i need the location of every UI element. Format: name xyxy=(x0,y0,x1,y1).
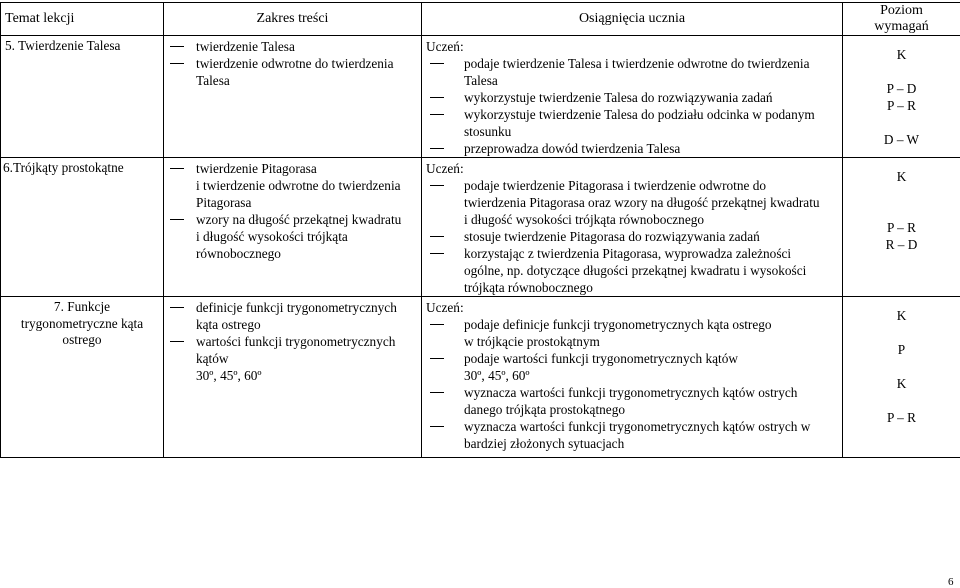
dash-bullet xyxy=(170,307,184,308)
ach-line: wyznacza wartości funkcji trygonometrycznych kątów ostrych w xyxy=(464,419,811,434)
dash-bullet xyxy=(170,46,184,47)
dash-bullet xyxy=(430,185,444,186)
level-value: P – D xyxy=(886,81,917,96)
topic-cell xyxy=(1,297,164,458)
ach-line: danego trójkąta prostokątnego xyxy=(464,402,625,417)
ach-line: twierdzenia Pitagorasa oraz wzory na długość przekątnej kwadratu xyxy=(464,195,820,210)
list-item xyxy=(426,418,838,452)
list-item xyxy=(170,55,415,89)
scope-line: twierdzenie Talesa xyxy=(196,39,295,54)
scope-line: 30º, 45º, 60º xyxy=(196,368,262,383)
ach-line: korzystając z twierdzenia Pitagorasa, wyprowadza zależności xyxy=(464,246,792,261)
level-gap xyxy=(843,358,960,375)
ach-line: podaje wartości funkcji trygonometrycznych kątów xyxy=(464,351,738,366)
level-value: P – R xyxy=(886,220,917,235)
list-item xyxy=(426,140,838,157)
level-value: K xyxy=(896,169,907,184)
achievements-intro: Uczeń: xyxy=(426,161,464,176)
level-cell xyxy=(843,158,960,297)
ach-line: bardziej złożonych sytuacjach xyxy=(464,436,625,451)
dash-bullet xyxy=(430,253,444,254)
ach-line: ogólne, np. dotyczące długości przekątnej kwadratu i wysokości xyxy=(464,263,807,278)
achievements-cell xyxy=(422,158,843,297)
list-item xyxy=(426,316,838,350)
ach-line: w trójkącie prostokątnym xyxy=(464,334,600,349)
dash-bullet xyxy=(170,168,184,169)
achievements-intro: Uczeń: xyxy=(426,39,464,54)
dash-bullet xyxy=(430,148,444,149)
scope-cell xyxy=(164,158,422,297)
scope-line: kątów xyxy=(196,351,229,366)
level-value: P – R xyxy=(886,98,917,113)
topic-line: 6.Trójkąty prostokątne xyxy=(3,160,124,175)
header-level xyxy=(843,3,960,36)
level-gap xyxy=(843,63,960,80)
level-value: K xyxy=(896,376,907,391)
scope-cell xyxy=(164,297,422,458)
level-gap xyxy=(843,392,960,409)
scope-line: Pitagorasa xyxy=(196,195,252,210)
ach-line: wykorzystuje twierdzenie Talesa do podziału odcinka w podanym xyxy=(464,107,815,122)
list-item xyxy=(426,350,838,384)
list-item xyxy=(170,160,415,211)
topic-line: ostrego xyxy=(62,332,102,347)
level-value: K xyxy=(896,47,907,62)
ach-line: stosuje twierdzenie Pitagorasa do rozwiązywania zadań xyxy=(464,229,760,244)
topic-line: trygonometryczne kąta xyxy=(20,315,144,331)
ach-line: wyznacza wartości funkcji trygonometrycznych kątów ostrych xyxy=(464,385,798,400)
topic-cell xyxy=(1,36,164,158)
dash-bullet xyxy=(170,341,184,342)
achievements-cell xyxy=(422,36,843,158)
table-row xyxy=(1,158,960,297)
list-item xyxy=(426,177,838,228)
achievements-intro: Uczeń: xyxy=(426,300,464,315)
dash-bullet xyxy=(430,392,444,393)
level-value: K xyxy=(896,308,907,323)
ach-line: 30º, 45º, 60º xyxy=(464,368,530,383)
level-cell xyxy=(843,297,960,458)
scope-line: twierdzenie Pitagorasa xyxy=(196,161,317,176)
page-number: 6 xyxy=(948,576,954,588)
list-item xyxy=(426,384,838,418)
dash-bullet xyxy=(430,236,444,237)
list-item xyxy=(170,299,415,333)
dash-bullet xyxy=(170,63,184,64)
level-value: D – W xyxy=(883,132,920,147)
dash-bullet xyxy=(430,324,444,325)
ach-line: wykorzystuje twierdzenie Talesa do rozwiązywania zadań xyxy=(464,90,773,105)
ach-line: podaje twierdzenie Talesa i twierdzenie odwrotne do twierdzenia xyxy=(464,56,810,71)
list-item xyxy=(170,38,415,55)
list-item xyxy=(426,228,838,245)
topic-line: 5. Twierdzenie Talesa xyxy=(5,38,121,53)
dash-bullet xyxy=(430,426,444,427)
level-gap xyxy=(843,185,960,202)
ach-line: podaje twierdzenie Pitagorasa i twierdzenie odwrotne do xyxy=(464,178,767,193)
list-item xyxy=(426,55,838,89)
header-scope: Zakres treści xyxy=(164,3,422,36)
header-row xyxy=(1,3,960,36)
scope-line: definicje funkcji trygonometrycznych xyxy=(196,300,397,315)
level-value: P – R xyxy=(886,410,917,425)
ach-line: trójkąta równobocznego xyxy=(464,280,593,295)
level-value: P xyxy=(897,342,906,357)
topic-cell xyxy=(1,158,164,297)
level-cell xyxy=(843,36,960,158)
dash-bullet xyxy=(430,63,444,64)
achievements-cell xyxy=(422,297,843,458)
header-topic: Temat lekcji xyxy=(1,3,164,36)
list-item xyxy=(170,333,415,384)
header-level-line2: wymagań xyxy=(874,19,929,34)
level-gap xyxy=(843,202,960,219)
list-item xyxy=(426,106,838,140)
level-gap xyxy=(843,324,960,341)
scope-line: wartości funkcji trygonometrycznych xyxy=(196,334,396,349)
scope-line: wzory na długość przekątnej kwadratu xyxy=(196,212,402,227)
topic-line: 7. Funkcje xyxy=(53,299,111,314)
ach-line: stosunku xyxy=(464,124,512,139)
scope-line: twierdzenie odwrotne do twierdzenia xyxy=(196,56,394,71)
scope-line: i twierdzenie odwrotne do twierdzenia xyxy=(196,178,401,193)
table-row xyxy=(1,36,960,158)
level-value: R – D xyxy=(885,237,918,252)
level-gap xyxy=(843,114,960,131)
dash-bullet xyxy=(170,219,184,220)
list-item xyxy=(426,245,838,296)
ach-line: przeprowadza dowód twierdzenia Talesa xyxy=(464,141,681,156)
dash-bullet xyxy=(430,114,444,115)
header-achievements: Osiągnięcia ucznia xyxy=(422,3,843,36)
list-item xyxy=(426,89,838,106)
scope-cell xyxy=(164,36,422,158)
curriculum-table xyxy=(0,2,960,458)
ach-line: Talesa xyxy=(464,73,498,88)
ach-line: podaje definicje funkcji trygonometrycznych kąta ostrego xyxy=(464,317,772,332)
table-row xyxy=(1,297,960,458)
header-level-line1: Poziom xyxy=(880,3,923,18)
list-item xyxy=(170,211,415,262)
dash-bullet xyxy=(430,97,444,98)
scope-line: kąta ostrego xyxy=(196,317,261,332)
scope-line: Talesa xyxy=(196,73,230,88)
scope-line: równobocznego xyxy=(196,246,281,261)
scope-line: i długość wysokości trójkąta xyxy=(196,229,348,244)
ach-line: i długość wysokości trójkąta równobocznego xyxy=(464,212,705,227)
dash-bullet xyxy=(430,358,444,359)
